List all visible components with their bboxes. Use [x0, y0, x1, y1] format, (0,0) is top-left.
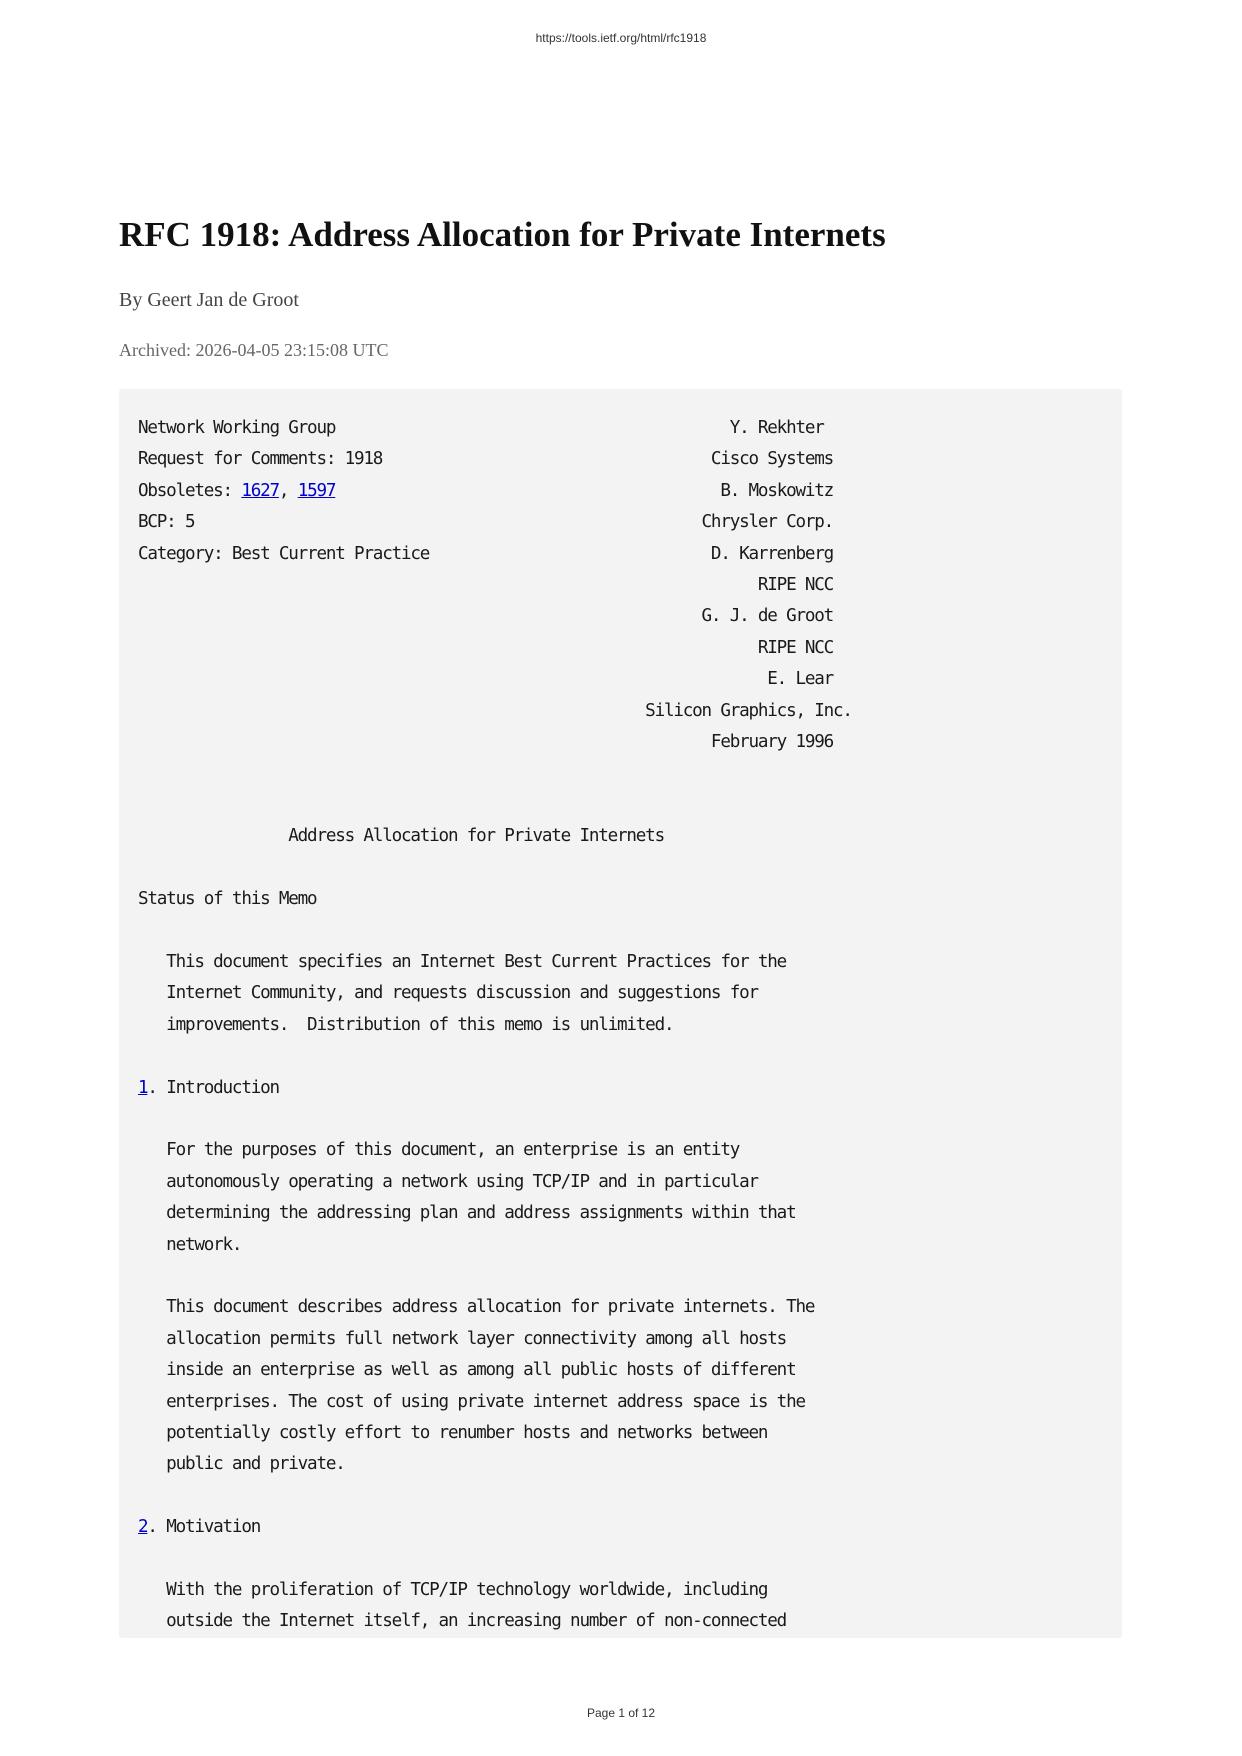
header-line: E. Lear — [138, 669, 834, 690]
header-line: RIPE NCC — [138, 637, 834, 658]
document-title: Address Allocation for Private Internets — [138, 826, 664, 847]
status-heading: Status of this Memo — [138, 889, 317, 910]
header-line: G. J. de Groot — [138, 606, 834, 627]
obsoletes-link-1597[interactable]: 1597 — [297, 480, 336, 501]
body-line: inside an enterprise as well as among all public hosts of different — [138, 1360, 796, 1381]
header-line: RIPE NCC — [138, 575, 834, 596]
header-line: Category: Best Current Practice D. Karrenberg — [138, 543, 834, 564]
body-line: autonomously operating a network using TCP/IP and in particular — [138, 1171, 758, 1192]
header-line: , — [278, 480, 298, 501]
section-2-title: . Motivation — [147, 1517, 261, 1538]
header-line: B. Moskowitz — [335, 480, 834, 501]
header-line: Request for Comments: 1918 Cisco Systems — [138, 449, 834, 470]
section-1-link[interactable]: 1 — [138, 1077, 148, 1098]
archived-timestamp: Archived: 2026-04-05 23:15:08 UTC — [119, 340, 389, 360]
header-line: Network Working Group Y. Rekhter — [138, 418, 824, 438]
header-line: Obsoletes: — [138, 480, 242, 501]
page-number-footer: Page 1 of 12 — [586, 1706, 656, 1720]
body-line: For the purposes of this document, an enterprise is an entity — [138, 1140, 740, 1161]
article-title: RFC 1918: Address Allocation for Private Internets — [119, 215, 886, 254]
section-2-link[interactable]: 2 — [138, 1517, 148, 1538]
page-url-header: https://tools.ietf.org/html/rfc1918 — [535, 31, 707, 45]
rfc-document-box — [119, 389, 1122, 1638]
header-line: Silicon Graphics, Inc. — [138, 700, 852, 721]
body-line: potentially costly effort to renumber hosts and networks between — [138, 1423, 768, 1443]
body-line: network. — [138, 1234, 242, 1255]
obsoletes-link-1627[interactable]: 1627 — [241, 480, 279, 501]
header-line: BCP: 5 Chrysler Corp. — [138, 512, 834, 533]
body-line: Internet Community, and requests discussion and suggestions for — [138, 983, 758, 1004]
body-line: This document specifies an Internet Best Current Practices for the — [138, 951, 787, 972]
header-line: February 1996 — [138, 732, 834, 753]
body-line: This document describes address allocation for private internets. The — [138, 1297, 815, 1318]
body-line: With the proliferation of TCP/IP technology worldwide, including — [138, 1580, 768, 1601]
body-line: determining the addressing plan and address assignments within that — [138, 1203, 796, 1224]
rfc-preformatted-text — [138, 413, 852, 1638]
article-byline: By Geert Jan de Groot — [119, 289, 299, 311]
body-line: outside the Internet itself, an increasing number of non-connected — [138, 1611, 787, 1632]
body-line: improvements. Distribution of this memo is unlimited. — [138, 1014, 674, 1035]
body-line: public and private. — [138, 1454, 345, 1475]
section-1-title: . Introduction — [147, 1077, 279, 1098]
body-line: enterprises. The cost of using private internet address space is the — [138, 1391, 805, 1412]
body-line: allocation permits full network layer connectivity among all hosts — [138, 1328, 787, 1349]
